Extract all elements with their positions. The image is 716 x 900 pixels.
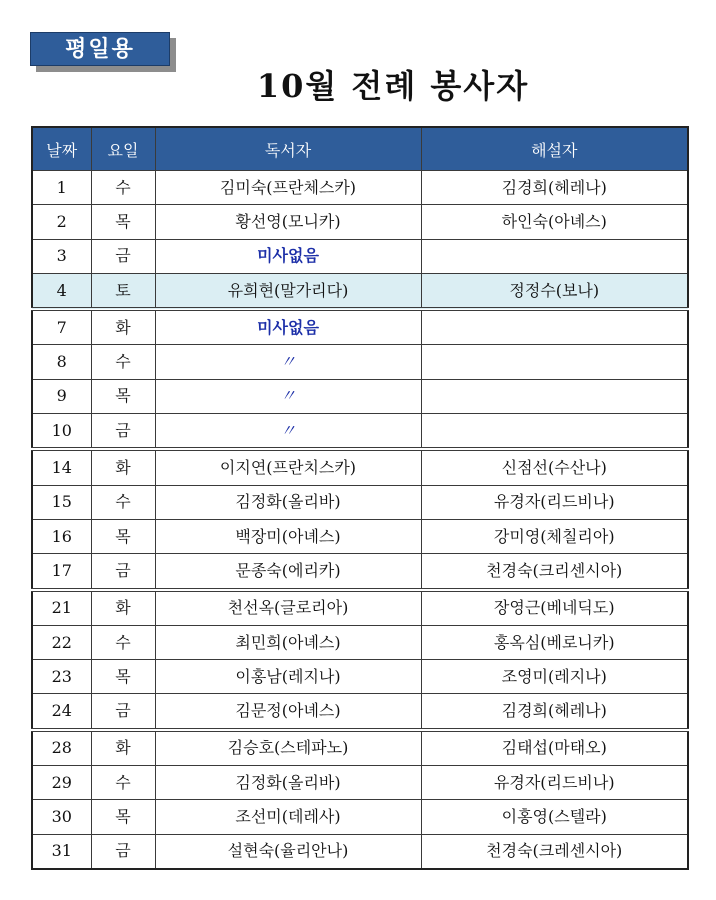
cell-reader: 김승호(스테파노) [155, 730, 421, 766]
table-row [32, 309, 688, 345]
column-header-date: 날짜 [32, 127, 91, 171]
cell-commentator [421, 239, 688, 273]
cell-commentator [421, 345, 688, 379]
badge-label: 평일용 [30, 32, 170, 66]
cell-commentator: 이홍영(스텔라) [421, 800, 688, 834]
cell-commentator: 신점선(수산나) [421, 449, 688, 485]
table-row [32, 625, 688, 659]
table-row [32, 554, 688, 590]
cell-day: 화 [91, 449, 155, 485]
cell-date: 9 [32, 379, 91, 413]
cell-date: 29 [32, 766, 91, 800]
cell-day: 금 [91, 834, 155, 869]
cell-reader: 천선옥(글로리아) [155, 590, 421, 626]
cell-date: 15 [32, 485, 91, 519]
cell-day: 금 [91, 694, 155, 730]
cell-commentator: 천경숙(크리센시아) [421, 554, 688, 590]
cell-reader: 김정화(올리바) [155, 485, 421, 519]
cell-reader: 유희현(말가리다) [155, 273, 421, 309]
cell-day: 수 [91, 171, 155, 205]
cell-day: 금 [91, 554, 155, 590]
cell-reader: 김미숙(프란체스카) [155, 171, 421, 205]
table-row [32, 660, 688, 694]
table-row [32, 590, 688, 626]
cell-date: 3 [32, 239, 91, 273]
cell-date: 23 [32, 660, 91, 694]
cell-commentator: 장영근(베네딕도) [421, 590, 688, 626]
cell-reader: 문종숙(에리카) [155, 554, 421, 590]
cell-date: 2 [32, 205, 91, 239]
column-header-commentator: 해설자 [421, 127, 688, 171]
cell-date: 16 [32, 519, 91, 553]
cell-commentator: 하인숙(아녜스) [421, 205, 688, 239]
cell-commentator: 조영미(레지나) [421, 660, 688, 694]
cell-reader: 이지연(프란치스카) [155, 449, 421, 485]
cell-commentator [421, 414, 688, 450]
cell-date: 14 [32, 449, 91, 485]
cell-commentator: 정정수(보나) [421, 273, 688, 309]
cell-reader-ditto: 〃 [155, 345, 421, 379]
cell-commentator: 천경숙(크레센시아) [421, 834, 688, 869]
table-row-highlighted [32, 273, 688, 309]
cell-day: 금 [91, 414, 155, 450]
cell-date: 28 [32, 730, 91, 766]
column-header-reader: 독서자 [155, 127, 421, 171]
cell-commentator [421, 379, 688, 413]
table-row [32, 379, 688, 413]
cell-reader: 백장미(아녜스) [155, 519, 421, 553]
liturgy-schedule-table [31, 126, 689, 870]
cell-date: 24 [32, 694, 91, 730]
cell-day: 수 [91, 345, 155, 379]
cell-reader-no-mass: 미사없음 [155, 309, 421, 345]
page-title: 10월 전례 봉사자 [256, 67, 530, 105]
table-header-row [32, 127, 688, 171]
cell-commentator: 강미영(체칠리아) [421, 519, 688, 553]
cell-day: 목 [91, 800, 155, 834]
cell-day: 토 [91, 273, 155, 309]
cell-date: 10 [32, 414, 91, 450]
cell-reader: 조선미(데레사) [155, 800, 421, 834]
cell-day: 수 [91, 625, 155, 659]
cell-reader: 김정화(올리바) [155, 766, 421, 800]
table-row [32, 800, 688, 834]
cell-commentator: 김경희(헤레나) [421, 171, 688, 205]
cell-day: 화 [91, 730, 155, 766]
table-row [32, 834, 688, 869]
column-header-day: 요일 [91, 127, 155, 171]
cell-reader: 최민희(아녜스) [155, 625, 421, 659]
cell-date: 22 [32, 625, 91, 659]
table-row [32, 414, 688, 450]
cell-day: 수 [91, 766, 155, 800]
cell-commentator: 유경자(리드비나) [421, 485, 688, 519]
cell-day: 금 [91, 239, 155, 273]
cell-day: 수 [91, 485, 155, 519]
cell-day: 목 [91, 519, 155, 553]
cell-date: 21 [32, 590, 91, 626]
cell-date: 31 [32, 834, 91, 869]
table-row [32, 485, 688, 519]
cell-commentator: 김경희(헤레나) [421, 694, 688, 730]
cell-reader-ditto: 〃 [155, 379, 421, 413]
cell-date: 1 [32, 171, 91, 205]
table-row [32, 449, 688, 485]
cell-date: 4 [32, 273, 91, 309]
table-row [32, 766, 688, 800]
cell-commentator: 홍옥심(베로니카) [421, 625, 688, 659]
cell-reader: 황선영(모니카) [155, 205, 421, 239]
cell-reader-no-mass: 미사없음 [155, 239, 421, 273]
cell-day: 목 [91, 205, 155, 239]
table-row [32, 345, 688, 379]
cell-commentator [421, 309, 688, 345]
cell-day: 화 [91, 590, 155, 626]
cell-day: 목 [91, 379, 155, 413]
table-row [32, 171, 688, 205]
table-row [32, 239, 688, 273]
cell-day: 화 [91, 309, 155, 345]
cell-day: 목 [91, 660, 155, 694]
table-row [32, 205, 688, 239]
cell-date: 30 [32, 800, 91, 834]
table-row [32, 730, 688, 766]
cell-reader-ditto: 〃 [155, 414, 421, 450]
cell-reader: 설현숙(율리안나) [155, 834, 421, 869]
table-row [32, 694, 688, 730]
cell-date: 17 [32, 554, 91, 590]
cell-date: 8 [32, 345, 91, 379]
cell-reader: 이홍남(레지나) [155, 660, 421, 694]
cell-date: 7 [32, 309, 91, 345]
cell-commentator: 김태섭(마태오) [421, 730, 688, 766]
cell-reader: 김문정(아녜스) [155, 694, 421, 730]
cell-commentator: 유경자(리드비나) [421, 766, 688, 800]
table-row [32, 519, 688, 553]
